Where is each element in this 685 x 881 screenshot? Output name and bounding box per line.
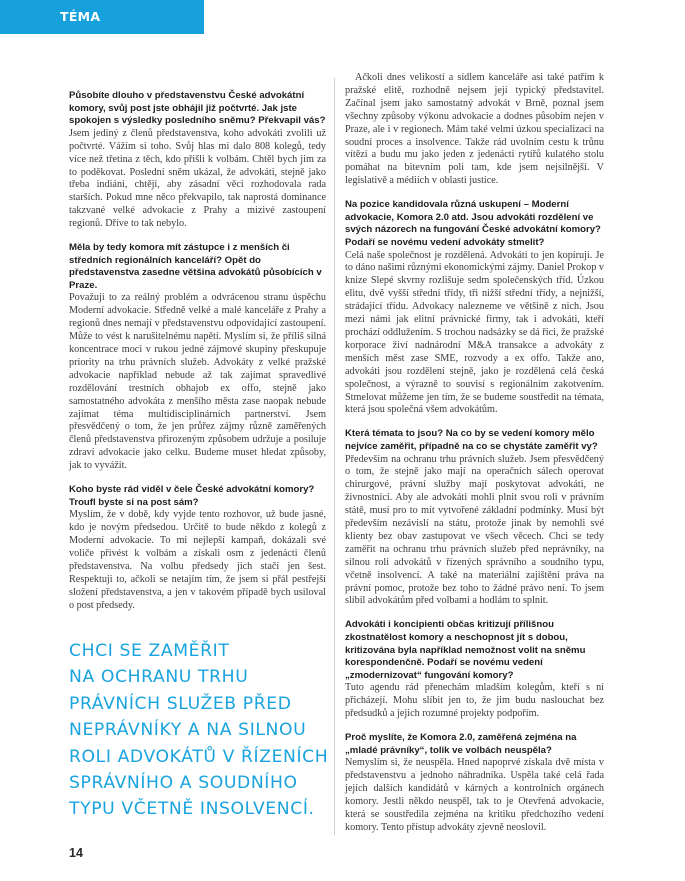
- question: Proč myslíte, že Komora 2.0, zaměřená zejména na „mladé právníky“, tolik ve volbách neuspěla?: [345, 732, 577, 756]
- section-label: TÉMA: [60, 9, 101, 24]
- page-number: 14: [69, 846, 83, 860]
- answer: Celá naše společnost je rozdělená. Advokáti to jen kopírují. Je to dáno našimi různými ekonomickými zájmy. Daniel Prokop v knize Slepé skvrny rozlišuje sedm společenských tříd. Úzkou elitu, dvě vyšší střední třídy, tři nižší střední třídy, a nejnižší, strádající třídu. Advokacy nalezneme ve většině z nich. Jsou mezi námi jak elitní právnické firmy, tak i advokáti, kteří prochází oddlužením. S trochou nadsázky se dá říci, že pražské korporace živí nadnárodní M&A transakce a advokáty z menších měst zase SME, rozvody a ex offo. Takže ano, advokáti jsou rozdělení stejně, jako je rozdělená celá česká společnost, a výrazně to souvisí s regionálním zakotvením. Stmelovat můžeme jen tím, že se budeme soustředit na témata, která jsou společná všem advokátům.: [345, 249, 604, 416]
- right-column: [345, 72, 604, 835]
- pull-quote: [69, 638, 329, 823]
- left-column: [69, 90, 326, 613]
- answer: Považuji to za reálný problém a odvrácenou stranu úspěchu Moderní advokacie. Středně velké a malé kanceláře z Prahy a regionů dnes nemají v představenstvu odpovídající zastoupení. Může to vést k narušitelnému napětí. Myslím si, že příliš silná koncentrace moci v rukou jedné zájmové skupiny přeskupuje priority na trhu právních služeb. Advokáty z velké pražské advokacie například nebude až tak zajímat spravedlivé rozdělování trestních obhajob ex offo, stejně jako samostatného advokáta z menšího města zase naopak nebude zajímat téma multidisciplinárních partnerství. Jsem přesvědčený o tom, že jen průřez zájmy různě zaměřených členů představenstva přirozeným způsobem udržuje a posiluje zdraví advokacie jako celku. Budeme muset hledat způsoby, jak to vyvážit.: [69, 292, 326, 472]
- pull-quote-line: NA OCHRANU TRHU: [69, 667, 249, 688]
- question: Na pozice kandidovala různá uskupení – Moderní advokacie, Komora 2.0 atd. Jsou advokáti rozdělení ve svých názorech na fungování České advokátní komory? Podaří se novému vedení advokáty stmelit?: [345, 199, 601, 248]
- question: Koho byste rád viděl v čele České advokátní komory? Troufl byste si na post sám?: [69, 484, 315, 508]
- pull-quote-line: ROLI ADVOKÁTŮ V ŘÍZENÍCH: [69, 746, 329, 767]
- question: Která témata to jsou? Na co by se vedení komory mělo nejvíce zaměřit, případně na co se chystáte zaměřit vy?: [345, 428, 598, 452]
- pull-quote-line: CHCI SE ZAMĚŘIT: [69, 641, 230, 661]
- question: Působíte dlouho v představenstvu České advokátní komory, svůj post jste obhájil již počtvrté. Jak jste spokojen s výsledky posledního sněmu? Překvapil vás?: [69, 90, 326, 127]
- answer: Ačkoli dnes velikostí a sídlem kanceláře asi také patřím k pražské elitě, rozhodně nejsem její typický představitel. Začínal jsem jako samostatný advokát v Brně, poznal jsem všechny způsoby výkonu advokacie a dodnes působím nejen v Praze, ale i v regionech. Mám také velmi úzkou specializaci na soudní proces a insolvence. Takže rád uvolním cestu k trůnu vítězi a budu mu jako jeden z jedenácti rytířů kulatého stolu pomáhat na bitevním poli tam, kde jsem nejsilnější. V legislativě a médiích v oblasti justice.: [345, 72, 604, 187]
- question: Měla by tedy komora mít zástupce i z menších či středních regionálních kanceláří? Opět do představenstva zasedne většina advokátů působících v Praze.: [69, 242, 322, 291]
- answer: Nemyslím si, že neuspěla. Hned napoprvé získala dvě místa v představenstvu a jednoho náhradníka. Uspěla také celá řada jejích dalších kandidátů v kárných a kontrolních orgánech komory. Jestli někdo neuspěl, tak to je Otevřená advokacie, která se soustředila zejména na kritiku předchozího vedení komory. Tento přístup advokáty zjevně neoslovil.: [345, 757, 604, 833]
- question: Advokáti i koncipienti občas kritizují přílišnou zkostnatělost komory a neschopnost jít s dobou, kritizována byla například nemožnost volit na sněmu korespondenčně. Podaří se novému vedení „zmodernizovat“ fungování komory?: [345, 619, 586, 681]
- pull-quote-line: PRÁVNÍCH SLUŽEB PŘED: [69, 693, 292, 714]
- pull-quote-line: TYPU VČETNĚ INSOLVENCÍ.: [69, 799, 315, 820]
- answer: Myslím, že v době, kdy vyjde tento rozhovor, už bude jasné, kdo je novým předsedou. Určitě to bude někdo z kolegů z Moderní advokacie. To mi nejlepší kampaň, dokázali své voliče přivést k volbám a získali osm z jedenácti členů představenstva. Na volbu předsedy jich stačí jen šest. Respektuji to, ačkoli se netajím tím, že jsem si přál pestřejší složení představenstva, a jen v takovém případě bych usiloval o post předsedy.: [69, 509, 326, 611]
- answer: Jsem jediný z členů představenstva, koho advokáti zvolili už počtvrté. Vážím si toho. Svůj hlas mi dalo 808 kolegů, tedy více než třetina z těch, kdo přišli k volbám. Chtěl bych jim za to poděkovat. Poslední sněm ukázal, že advokáti, stejně jako třeba indiáni, chtějí, aby zásadní věci rozhodovala rada starších. Pokud mne něco překvapilo, tak naprostá dominance takzvané velké advokacie z Prahy a mizivé zastoupení regionů. Dříve to tak nebylo.: [69, 127, 326, 230]
- answer: Tuto agendu rád přenechám mladším kolegům, kteří s ní přicházejí. Mohu slíbit jen to, že jim budu naslouchat bez předsudků a jejich rozumné projekty podpořím.: [345, 682, 604, 720]
- column-divider: [334, 78, 335, 835]
- answer: Především na ochranu trhu právních služeb. Jsem přesvědčený o tom, že stejně jako mají na operačních sálech operovat chirurgové, právní služby mají poskytovat advokáti, ne živnostníci. Aby ale advokáti mohli plnit svou roli v právním státě, musí pro to mít vytvořené základní podmínky. Musí být především nezávislí na státu, protože jinak by nemohli své klienty bez obav zastupovat ve všech věcech. Chci se tedy zaměřit na ochranu trhu právních služeb před neprávníky, na silnou roli advokátů v řízených správního a soudního typu, včetně insolvencí. A také na materiální zajištění práva na právní pomoc, protože bez toho to žádné právo není. To jsem slíbil advokátům před volbami a hodlám to splnit.: [345, 453, 604, 607]
- pull-quote-line: SPRÁVNÍHO A SOUDNÍHO: [69, 773, 298, 794]
- section-header-bar: [0, 0, 204, 34]
- pull-quote-line: NEPRÁVNÍKY A NA SILNOU: [69, 720, 307, 741]
